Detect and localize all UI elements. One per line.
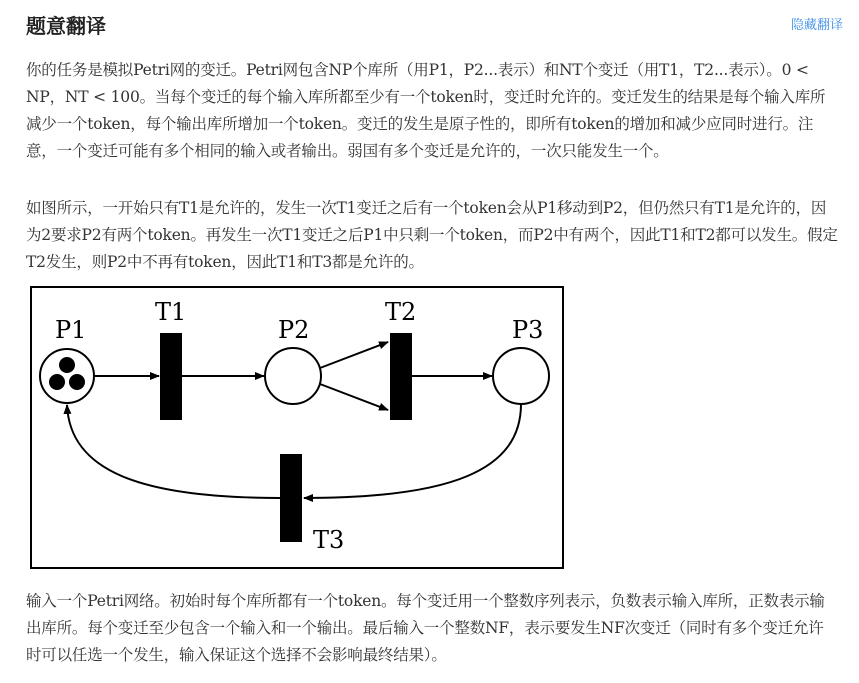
label-t3: T3 bbox=[313, 526, 345, 554]
label-p1: P1 bbox=[55, 316, 87, 344]
transition-t3 bbox=[280, 454, 302, 542]
transition-t1 bbox=[160, 333, 182, 420]
header bbox=[26, 8, 843, 38]
label-p2: P2 bbox=[278, 316, 310, 344]
label-t1: T1 bbox=[155, 298, 187, 326]
input-description-paragraph: 输入一个Petri网络。初始时每个库所都有一个token。每个变迁用一个整数序列表示，负数表示输入库所，正数表示输出库所。每个变迁至少包含一个输入和一个输出。最后输入一个整数NF，表示要发生NF次变迁（同时有多个变迁允许时可以任选一个发生，输入保证这个选择不会影响最终结果）。 bbox=[26, 592, 825, 664]
transition-t2 bbox=[390, 333, 412, 420]
token bbox=[59, 357, 75, 373]
problem-description-paragraph: 你的任务是模拟Petri网的变迁。Petri网包含NP个库所（用P1，P2...表示）和NT个变迁（用T1，T2...表示）。0 < NP，NT < 100。当每个变迁的每个输入库所都至少有一个token时，变迁时允许的。变迁发生的结果是每个输入库所减少一个token，每个输出库所增加一个token。变迁的发生是原子性的，即所有token的增加和减少应同时进行。注意，一个变迁可能有多个相同的输入或者输出。弱国有多个变迁是允许的，一次只能发生一个。 bbox=[26, 61, 826, 160]
example-explanation-paragraph: 如图所示，一开始只有T1是允许的，发生一次T1变迁之后有一个token会从P1移动到P2，但仍然只有T1是允许的，因为2要求P2有两个token。再发生一次T1变迁之后P1中只剩一个token，而P2中有两个，因此T1和T2都可以发生。假定T2发生，则P2中不再有token，因此T1和T3都是允许的。 bbox=[26, 199, 838, 271]
hide-translation-link[interactable]: 隐藏翻译 bbox=[790, 18, 843, 33]
token bbox=[69, 374, 85, 390]
token bbox=[49, 374, 65, 390]
label-p3: P3 bbox=[512, 316, 544, 344]
petri-net-diagram bbox=[30, 286, 564, 569]
label-t2: T2 bbox=[385, 298, 417, 326]
section-title: 题意翻译 bbox=[26, 14, 106, 38]
place-p3 bbox=[493, 348, 549, 404]
place-p2 bbox=[265, 348, 321, 404]
